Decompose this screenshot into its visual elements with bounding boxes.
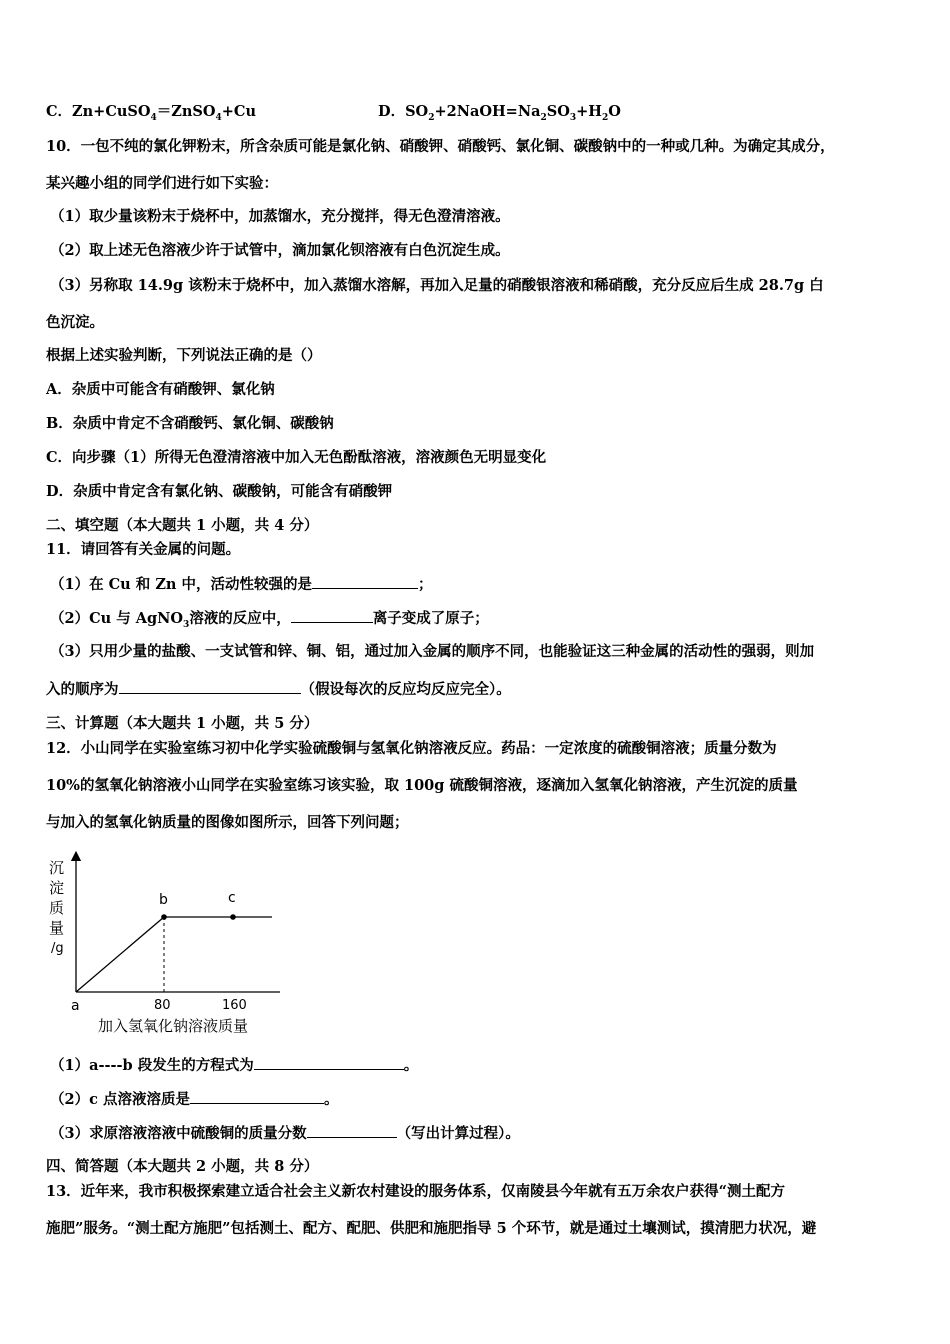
q12-part3: （3）求原溶液溶液中硫酸铜的质量分数 （写出计算过程）。 (50, 1125, 520, 1142)
answer-blank (190, 1089, 324, 1104)
section-3-heading: 三、计算题（本大题共 1 小题，共 5 分） (46, 715, 319, 732)
point-label-c: c (228, 890, 236, 906)
q10-step3-line2: 色沉淀。 (46, 314, 104, 331)
y-label-1: 沉 (49, 859, 65, 877)
section-4-heading: 四、简答题（本大题共 2 小题，共 8 分） (46, 1158, 319, 1175)
answer-blank (254, 1055, 404, 1070)
q10-step3-line1: （3）另称取 14.9g 该粉末于烧杯中，加入蒸馏水溶解，再加入足量的硝酸银溶液和稀硝酸，充分反应后生成 28.7g 白 (50, 277, 824, 294)
q10-stem-line2: 某兴趣小组的同学们进行如下实验： (46, 175, 278, 192)
y-label-2: 淀 (49, 879, 65, 897)
q13-line2: 施肥”服务。“测土配方施肥”包括测土、配方、配肥、供肥和施肥指导 5 个环节，就是通过土壤测试，摸清肥力状况，避 (46, 1220, 817, 1237)
point-c (230, 914, 236, 920)
answer-blank (312, 574, 418, 589)
y-label-5: /g (51, 941, 64, 956)
q10-step1: （1）取少量该粉末于烧杯中，加蒸馏水，充分搅拌，得无色澄清溶液。 (50, 208, 510, 225)
section-2-heading: 二、填空题（本大题共 1 小题，共 4 分） (46, 517, 319, 534)
q9-option-c: C．Zn+CuSO$_4$＝ZnSO$_4$+Cu (46, 103, 257, 123)
q10-option-c: C．向步骤（1）所得无色澄清溶液中加入无色酚酞溶液，溶液颜色无明显变化 (46, 449, 547, 466)
q12-part2: （2）c 点溶液溶质是 。 (50, 1091, 339, 1108)
q11-part3-line1: （3）只用少量的盐酸、一支试管和锌、铜、铝，通过加入金属的顺序不同，也能验证这三种金属的活动性的强弱，则加 (50, 643, 815, 660)
point-label-a: a (71, 998, 80, 1014)
q12-stem-line1: 12．小山同学在实验室练习初中化学实验硫酸铜与氢氧化钠溶液反应。药品：一定浓度的硫酸铜溶液；质量分数为 (46, 740, 777, 757)
q12-stem-line3: 与加入的氢氧化钠质量的图像如图所示，回答下列问题； (46, 814, 409, 831)
x-tick-80: 80 (154, 998, 171, 1013)
x-axis-label: 加入氢氧化钠溶液质量 (98, 1017, 249, 1035)
point-b (161, 914, 167, 920)
q10-question: 根据上述实验判断，下列说法正确的是（） (46, 347, 322, 364)
q10-stem-line1: 10．一包不纯的氯化钾粉末，所含杂质可能是氯化钠、硝酸钾、硝酸钙、氯化铜、碳酸钠中的一种或几种。为确定其成分， (46, 138, 835, 155)
q11-stem: 11．请回答有关金属的问题。 (46, 541, 241, 558)
q11-part1: （1）在 Cu 和 Zn 中，活动性较强的是 ； (50, 576, 433, 593)
answer-blank (291, 608, 373, 623)
point-label-b: b (159, 892, 168, 908)
q9-option-d: D．$SO_2+2NaOH=Na_2SO_3+H_2O$ (378, 103, 621, 123)
q10-option-a: A．杂质中可能含有硝酸钾、氯化钠 (46, 381, 275, 398)
q12-part1: （1）a----b 段发生的方程式为 。 (50, 1057, 419, 1074)
y-label-3: 质 (49, 899, 65, 917)
answer-blank (307, 1123, 397, 1138)
q11-part2: （2）Cu 与 AgNO$_3$溶液的反应中， 离子变成了原子； (50, 610, 489, 630)
x-tick-160: 160 (222, 998, 247, 1013)
precipitate-mass-graph (40, 848, 290, 1048)
y-label-4: 量 (49, 919, 65, 937)
q10-option-b: B．杂质中肯定不含硝酸钙、氯化铜、碳酸钠 (46, 415, 334, 432)
q12-stem-line2: 10%的氢氧化钠溶液小山同学在实验室练习该实验，取 100g 硫酸铜溶液，逐滴加入氢氧化钠溶液，产生沉淀的质量 (46, 777, 798, 794)
curve-a-b (76, 917, 164, 992)
q10-option-d: D．杂质中肯定含有氯化钠、碳酸钠，可能含有硝酸钾 (46, 483, 393, 500)
answer-blank (119, 679, 301, 694)
q10-step2: （2）取上述无色溶液少许于试管中，滴加氯化钡溶液有白色沉淀生成。 (50, 242, 510, 259)
q11-part3-line2: 入的顺序为 （假设每次的反应均反应完全）。 (46, 681, 511, 698)
q13-line1: 13．近年来，我市积极探索建立适合社会主义新农村建设的服务体系，仅南陵县今年就有五万余农户获得“测土配方 (46, 1183, 786, 1200)
